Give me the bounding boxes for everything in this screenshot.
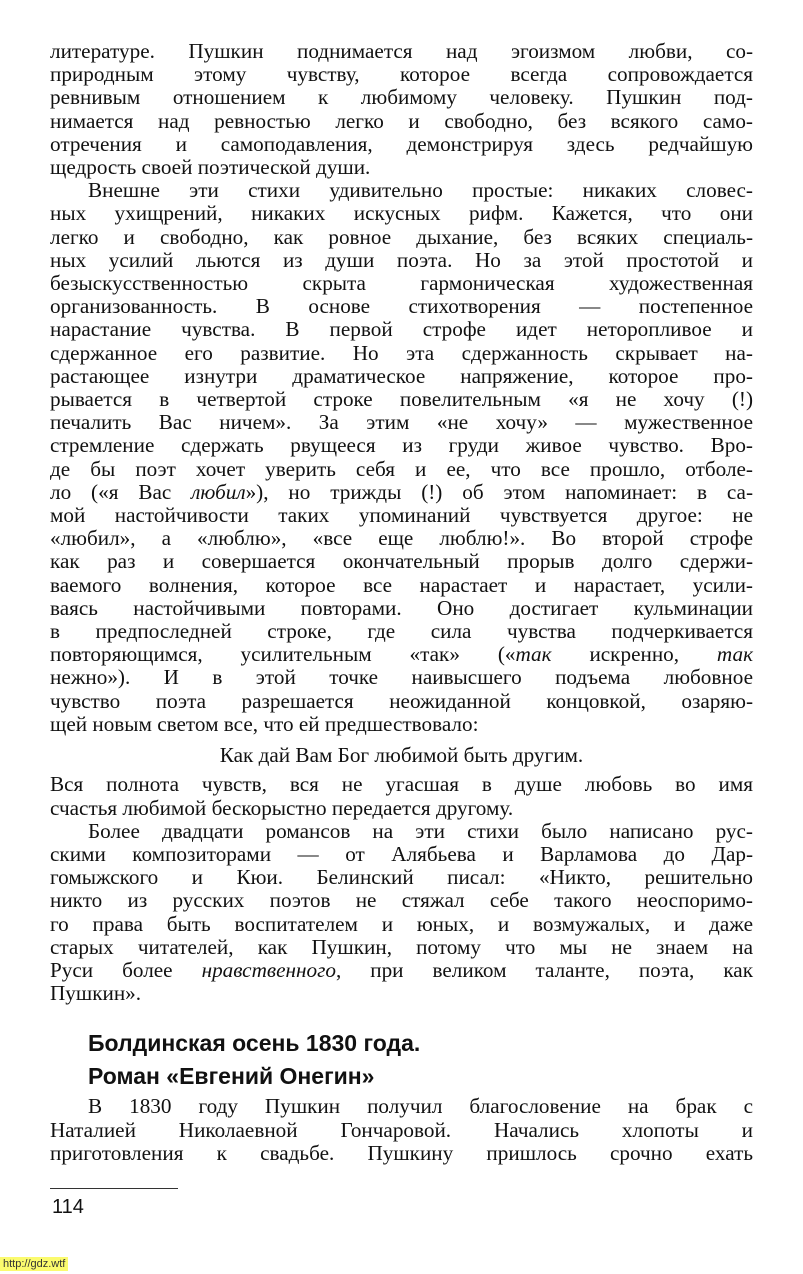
text-line: ваясь настойчивыми повторами. Оно достигает кульминации bbox=[50, 595, 753, 620]
text-line: сдержанное его развитие. Но эта сдержанность скрывает на- bbox=[50, 340, 753, 365]
paragraph-5 bbox=[50, 1095, 753, 1165]
text-line: Пушкин». bbox=[50, 981, 142, 1006]
text-line: нарастание чувства. В первой строфе идет неторопливое и bbox=[50, 317, 753, 342]
emphasis: нравственного bbox=[201, 957, 336, 982]
text-line: в предпоследней строке, где сила чувства подчеркивается bbox=[50, 619, 753, 644]
text-segment: , при великом таланте, поэта, как bbox=[335, 957, 753, 982]
text-line: счастья любимой бескорыстно передается другому. bbox=[50, 795, 514, 820]
text-line: природным этому чувству, которое всегда сопровождается bbox=[50, 62, 753, 87]
text-line: безыскусственностью скрыта гармоническая художественная bbox=[50, 271, 753, 296]
text-line: ваемого волнения, которое все нарастает и нарастает, усили- bbox=[50, 572, 753, 597]
heading-title-line-1: Болдинская осень 1830 года. bbox=[88, 1030, 421, 1057]
text-line: чувство поэта разрешается неожиданной концовкой, озаряю- bbox=[50, 688, 753, 713]
text-segment: искренно, bbox=[551, 642, 717, 667]
text-segment: »), но трижды (!) об этом напоминает: в са- bbox=[245, 479, 753, 504]
text-line: как раз и совершается окончательный прорыв долго сдержи- bbox=[50, 549, 753, 574]
text-line: нимается над ревностью легко и свободно, без всякого само- bbox=[50, 108, 753, 133]
text-segment: повторяющимся, усилительным «так» (« bbox=[50, 642, 516, 667]
text-line: мой настойчивости таких упоминаний чувствуется другое: не bbox=[50, 503, 753, 528]
text-line: старых читателей, как Пушкин, потому что мы не знаем на bbox=[50, 934, 753, 959]
paragraph-3 bbox=[50, 773, 753, 819]
text-line: гомыжского и Кюи. Белинский писал: «Никто, решительно bbox=[50, 865, 753, 890]
footer-rule bbox=[50, 1188, 178, 1189]
text-line: легко и свободно, как ровное дыхание, без всяких специаль- bbox=[50, 224, 753, 249]
text-line: В 1830 году Пушкин получил благословение на брак с bbox=[88, 1094, 753, 1119]
text-line: приготовления к свадьбе. Пушкину пришлось срочно ехать bbox=[50, 1140, 753, 1165]
text-line: стремление сдержать рвущееся из груди живое чувство. Вро- bbox=[50, 433, 753, 458]
verse-quote: Как дай Вам Бог любимой быть другим. bbox=[219, 743, 584, 768]
text-line: ных усилий льются из души поэта. Но за этой простотой и bbox=[50, 247, 753, 272]
text-segment: Руси более bbox=[50, 957, 202, 982]
text-line: нежно»). И в этой точке наивысшего подъема любовное bbox=[50, 665, 753, 690]
text-line: го права быть воспитателем и юных, и возмужалых, и даже bbox=[50, 911, 753, 936]
paragraph-1 bbox=[50, 40, 753, 179]
text-line: литературе. Пушкин поднимается над эгоизмом любви, со- bbox=[50, 39, 753, 63]
text-line: де бы поэт хочет уверить себя и ее, что все прошло, отболе- bbox=[50, 456, 753, 481]
text-line: растающее изнутри драматическое напряжение, которое про- bbox=[50, 363, 753, 388]
text-line bbox=[50, 481, 753, 504]
text-line: отречения и самоподавления, демонстрируя здесь редчайшую bbox=[50, 131, 753, 156]
page-content bbox=[50, 40, 753, 1165]
text-line: «любил», а «люблю», «все еще люблю!». Во второй строфе bbox=[50, 526, 753, 551]
emphasis: так bbox=[716, 642, 753, 667]
text-line: никто из русских поэтов не стяжал себе такого неоспоримо- bbox=[50, 888, 753, 913]
text-line: Наталией Николаевной Гончаровой. Начались хлопоты и bbox=[50, 1117, 753, 1142]
text-line: ных ухищрений, никаких искусных рифм. Кажется, что они bbox=[50, 201, 753, 226]
text-line: Более двадцати романсов на эти стихи было написано рус- bbox=[88, 818, 753, 843]
page-number: 114 bbox=[52, 1196, 84, 1218]
text-line: Вся полнота чувств, вся не угасшая в душе любовь во имя bbox=[50, 772, 753, 797]
text-line: щедрость своей поэтической души. bbox=[50, 155, 371, 180]
emphasis: любил bbox=[191, 479, 246, 504]
text-line bbox=[50, 959, 753, 982]
section-heading bbox=[50, 1027, 753, 1093]
text-line: скими композиторами — от Алябьева и Варламова до Дар- bbox=[50, 841, 753, 866]
heading-title-line-2: Роман «Евгений Онегин» bbox=[88, 1063, 375, 1090]
text-segment: ло («я Вас bbox=[50, 479, 192, 504]
watermark-link[interactable]: http://gdz.wtf bbox=[0, 1257, 68, 1271]
text-line: организованность. В основе стихотворения — постепенное bbox=[50, 294, 753, 319]
text-line: Внешне эти стихи удивительно простые: никаких словес- bbox=[88, 178, 753, 203]
text-line: щей новым светом все, что ей предшествовало: bbox=[50, 711, 479, 736]
text-line: рывается в четвертой строке повелительным «я не хочу (!) bbox=[50, 387, 753, 412]
paragraph-2 bbox=[50, 179, 753, 736]
text-line: ревнивым отношением к любимому человеку. Пушкин под- bbox=[50, 85, 753, 110]
text-line: печалить Вас ничем». За этим «не хочу» — мужественное bbox=[50, 410, 753, 435]
emphasis: так bbox=[515, 642, 552, 667]
text-line bbox=[50, 643, 753, 666]
paragraph-4 bbox=[50, 820, 753, 1006]
